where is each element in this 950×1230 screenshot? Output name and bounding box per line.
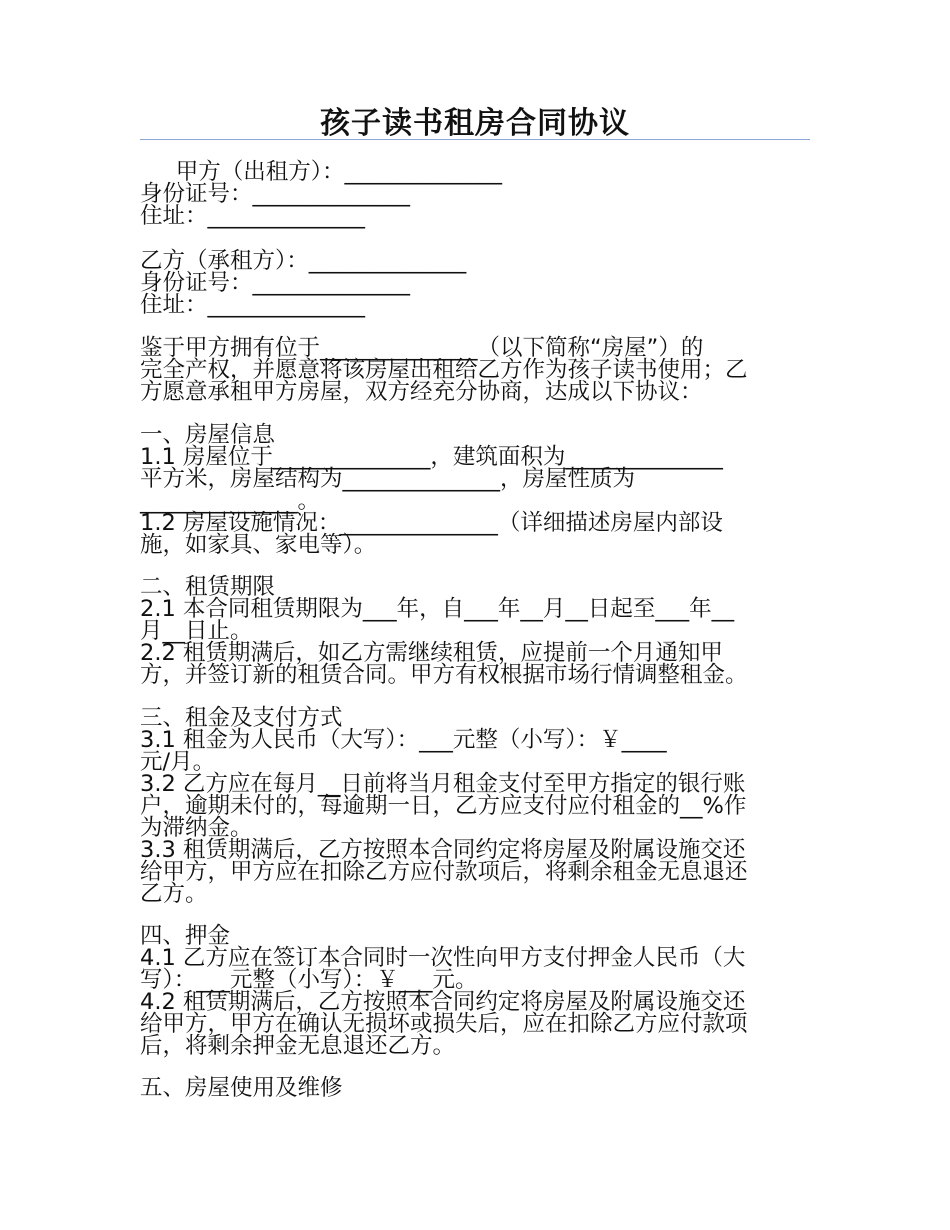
clause-line: 施，如家具、家电等）。: [140, 532, 377, 558]
clause-line: 乙方。: [140, 881, 208, 907]
party-b-address-line: 住址：______________: [140, 292, 366, 318]
clause-line: 平方米，房屋结构为______________，房屋性质为: [140, 466, 636, 492]
clause-line: ______________。: [140, 488, 321, 514]
clause-line: 给甲方，甲方应在扣除乙方应付款项后，将剩余租金无息退还: [140, 859, 748, 885]
clause-line: 元/月。: [140, 749, 216, 775]
party-b-line: 乙方（承租方）：______________: [140, 248, 467, 274]
party-b-id-line: 身份证号：______________: [140, 270, 411, 296]
clause-line: 4.2 租赁期满后，乙方按照本合同约定将房屋及附属设施交还: [140, 989, 746, 1015]
clause-line: 3.3 租赁期满后，乙方按照本合同约定将房屋及附属设施交还: [140, 837, 746, 863]
preamble-line: 完全产权，并愿意将该房屋出租给乙方作为孩子读书使用；乙: [140, 357, 748, 383]
clause-line: 3.1 租金为人民币（大写）：___元整（小写）：￥____: [140, 727, 667, 753]
preamble-line: 鉴于甲方拥有位于______________（以下简称“房屋”）的: [140, 335, 704, 361]
section-heading-1: 一、房屋信息: [140, 422, 276, 448]
document-title: 孩子读书租房合同协议: [320, 106, 630, 141]
clause-line: 户，逾期未付的，每逾期一日，乙方应支付应付租金的__%作: [140, 793, 747, 819]
clause-line: 3.2 乙方应在每月__日前将当月租金支付至甲方指定的银行账: [140, 771, 746, 797]
section-heading-2: 二、租赁期限: [140, 574, 276, 600]
section-heading-5: 五、房屋使用及维修: [140, 1075, 343, 1101]
clause-line: 月__日止。: [140, 618, 253, 644]
clause-line: 为滞纳金。: [140, 815, 253, 841]
party-a-id-line: 身份证号：______________: [140, 181, 411, 207]
preamble-line: 方愿意承租甲方房屋，双方经充分协商，达成以下协议：: [140, 379, 703, 405]
clause-line: 方，并签订新的租赁合同。甲方有权根据市场行情调整租金。: [140, 662, 748, 688]
clause-line: 4.1 乙方应在签订本合同时一次性向甲方支付押金人民币（大: [140, 945, 746, 971]
clause-line: 写）：___元整（小写）：￥___元。: [140, 967, 478, 993]
clause-line: 1.1 房屋位于______________，建筑面积为______________: [140, 444, 723, 470]
section-heading-3: 三、租金及支付方式: [140, 705, 343, 731]
title-underline: [140, 139, 810, 140]
clause-line: 2.2 租赁期满后，如乙方需继续租赁，应提前一个月通知甲: [140, 640, 723, 666]
party-a-address-line: 住址：______________: [140, 203, 366, 229]
clause-line: 后，将剩余押金无息退还乙方。: [140, 1033, 456, 1059]
clause-line: 1.2 房屋设施情况：______________（详细描述房屋内部设: [140, 510, 723, 536]
party-a-line: 甲方（出租方）：______________: [140, 159, 503, 185]
section-heading-4: 四、押金: [140, 923, 231, 949]
clause-line: 给甲方，甲方在确认无损坏或损失后，应在扣除乙方应付款项: [140, 1011, 748, 1037]
clause-line: 2.1 本合同租赁期限为___年，自___年__月__日起至___年__: [140, 596, 735, 622]
